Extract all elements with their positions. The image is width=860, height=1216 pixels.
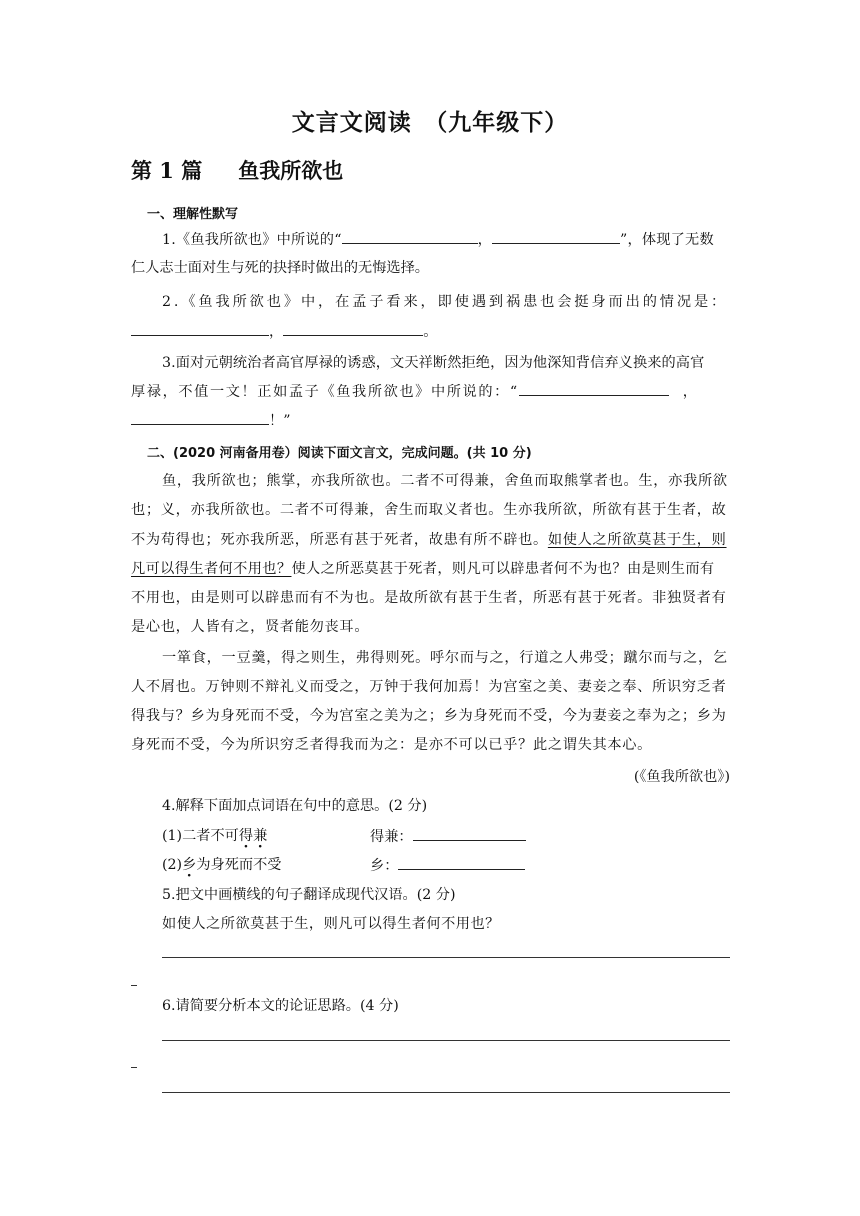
answer-blank[interactable] [413, 826, 526, 841]
question-3-cont: 厚禄，不值一文！正如孟子《鱼我所欲也》中所说的：“ ， [131, 381, 699, 402]
question-3-cont2: ！” [131, 410, 290, 431]
part2-heading: 二、(2020 河南备用卷）阅读下面文言文，完成问题。(共 10 分) [147, 446, 532, 461]
answer-blank[interactable] [398, 855, 525, 870]
answer-blank[interactable] [342, 229, 478, 244]
page-title: 文言文阅读 （九年级下） [291, 109, 569, 136]
passage-line: 不用也，由是则可以辟患而有不为也。是故所欲有甚于生者，所恶有甚于死者。非独贤者有 [131, 590, 727, 606]
answer-blank[interactable] [131, 321, 269, 336]
answer-line[interactable] [162, 1040, 730, 1041]
passage-line: 一箪食，一豆羹，得之则生，弗得则死。呼尔而与之，行道之人弗受；蹴尔而与之，乞 [162, 650, 728, 666]
line-mark [131, 985, 137, 986]
question-5: 5.把文中画横线的句子翻译成现代汉语。(2 分) [162, 887, 456, 903]
passage-line: 是心也，人皆有之，贤者能勿丧耳。 [131, 619, 370, 635]
question-2-cont: ， 。 [131, 321, 437, 342]
question-5-sentence: 如使人之所欲莫甚于生，则凡可以得生者何不用也？ [162, 916, 500, 932]
passage-line: 人不屑也。万钟则不辩礼义而受之，万钟于我何加焉！为宫室之美、妻妾之奉、所识穷乏者 [131, 679, 727, 695]
answer-blank[interactable] [492, 229, 620, 244]
question-3: 3.面对元朝统治者高官厚禄的诱惑，文天祥断然拒绝，因为他深知背信弃义换来的高官 [162, 355, 705, 371]
underlined-sentence: 凡可以得生者何不用也？ [131, 561, 292, 577]
answer-blank[interactable] [131, 410, 269, 425]
section-heading [131, 155, 343, 185]
question-4-answer-2: 乡： [370, 855, 525, 876]
question-4: 4.解释下面加点词语在句中的意思。(2 分) [162, 798, 428, 814]
section-title: 鱼我所欲也 [238, 158, 344, 183]
passage-line: 得我与？乡为身死而不受，今为宫室之美为之；乡为身死而不受，今为妻妾之奉为之；乡为 [131, 708, 727, 724]
question-4-answer-1: 得兼： [370, 826, 526, 847]
question-6: 6.请简要分析本文的论证思路。(4 分) [162, 998, 399, 1014]
question-4-item-1: (1)二者不可得兼 [162, 828, 268, 844]
passage-line: 鱼，我所欲也；熊掌，亦我所欲也。二者不可得兼，舍鱼而取熊掌者也。生，亦我所欲 [162, 473, 728, 489]
question-1-cont: 仁人志士面对生与死的抉择时做出的无悔选择。 [131, 260, 429, 276]
passage-line: 不为苟得也；死亦我所恶，所恶有甚于死者，故患有所不辟也。如使人之所欲莫甚于生，则 [131, 532, 727, 548]
answer-blank[interactable] [283, 321, 423, 336]
section-number: 第 1 篇 [131, 158, 203, 183]
answer-line[interactable] [162, 1092, 730, 1093]
passage-line: 也；义，亦我所欲也。二者不可得兼，舍生而取义者也。生亦我所欲，所欲有甚于生者，故 [131, 502, 727, 518]
question-1: 1.《鱼我所欲也》中所说的“ ， ”，体现了无数 [162, 229, 714, 250]
part1-heading: 一、理解性默写 [147, 207, 239, 222]
answer-line[interactable] [162, 957, 730, 958]
passage-line: 凡可以得生者何不用也？使人之所恶莫甚于死者，则凡可以辟患者何不为也？由是则生而有 [131, 561, 715, 577]
passage-line: 身死而不受，今为所识穷乏者得我而为之：是亦不可以已乎？此之谓失其本心。 [131, 737, 653, 753]
underlined-sentence: 如使人之所欲莫甚于生，则 [547, 532, 727, 548]
answer-blank[interactable] [519, 381, 669, 396]
question-4-item-2: (2)乡为身死而不受 [162, 857, 282, 873]
passage-source: (《鱼我所欲也》) [633, 769, 730, 785]
line-mark [131, 1067, 137, 1068]
question-2: 2.《鱼我所欲也》中，在孟子看来，即使遇到祸患也会挺身而出的情况是： [162, 294, 729, 310]
